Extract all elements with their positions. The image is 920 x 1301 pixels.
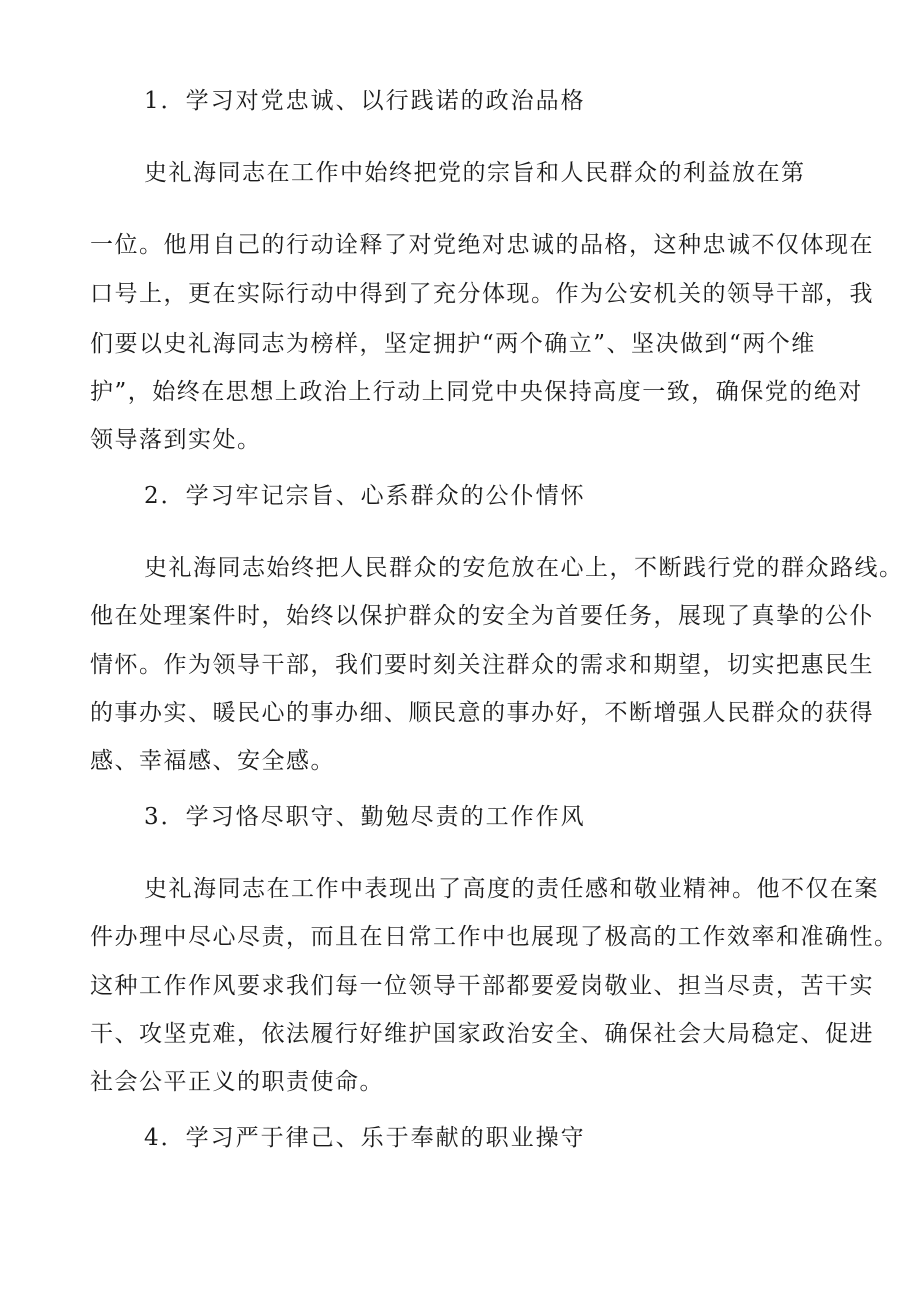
section-2-line-1: 史礼海同志始终把人民群众的安危放在心上，不断践行党的群众路线。 [144, 555, 904, 581]
section-1-line-4: 们要以史礼海同志为榜样，坚定拥护“两个确立”、坚决做到“两个维 [90, 331, 816, 357]
section-1-line-5: 护”，始终在思想上政治上行动上同党中央保持高度一致，确保党的绝对 [90, 379, 863, 405]
section-1-line-2: 一位。他用自己的行动诠释了对党绝对忠诚的品格，这种忠诚不仅体现在 [90, 232, 874, 258]
section-2-line-2: 他在处理案件时，始终以保护群众的安全为首要任务，展现了真挚的公仆 [90, 603, 874, 629]
section-2-line-3: 情怀。作为领导干部，我们要时刻关注群众的需求和期望，切实把惠民生 [90, 652, 874, 678]
section-2-heading: 2．学习牢记宗旨、心系群众的公仆情怀 [144, 483, 586, 509]
section-2-line-4: 的事办实、暖民心的事办细、顺民意的事办好，不断增强人民群众的获得 [90, 700, 874, 726]
section-3-line-2: 件办理中尽心尽责，而且在日常工作中也展现了极高的工作效率和准确性。 [90, 924, 899, 950]
section-4-heading: 4．学习严于律己、乐于奉献的职业操守 [144, 1125, 586, 1151]
section-1-line-6: 领导落到实处。 [90, 427, 262, 453]
section-3-heading: 3．学习恪尽职守、勤勉尽责的工作作风 [144, 804, 586, 830]
section-3-line-1: 史礼海同志在工作中表现出了高度的责任感和敬业精神。他不仅在案 [144, 876, 879, 902]
section-2-line-5: 感、幸福感、安全感。 [90, 748, 335, 774]
section-3-line-5: 社会公平正义的职责使命。 [90, 1069, 384, 1095]
section-1-line-3: 口号上，更在实际行动中得到了充分体现。作为公安机关的领导干部，我 [90, 281, 874, 307]
section-1-line-1: 史礼海同志在工作中始终把党的宗旨和人民群众的利益放在第 [144, 160, 806, 186]
section-1-heading: 1．学习对党忠诚、以行践诺的政治品格 [144, 88, 586, 114]
section-3-line-3: 这种工作作风要求我们每一位领导干部都要爱岗敬业、担当尽责，苦干实 [90, 973, 874, 999]
section-3-line-4: 干、攻坚克难，依法履行好维护国家政治安全、确保社会大局稳定、促进 [90, 1021, 874, 1047]
